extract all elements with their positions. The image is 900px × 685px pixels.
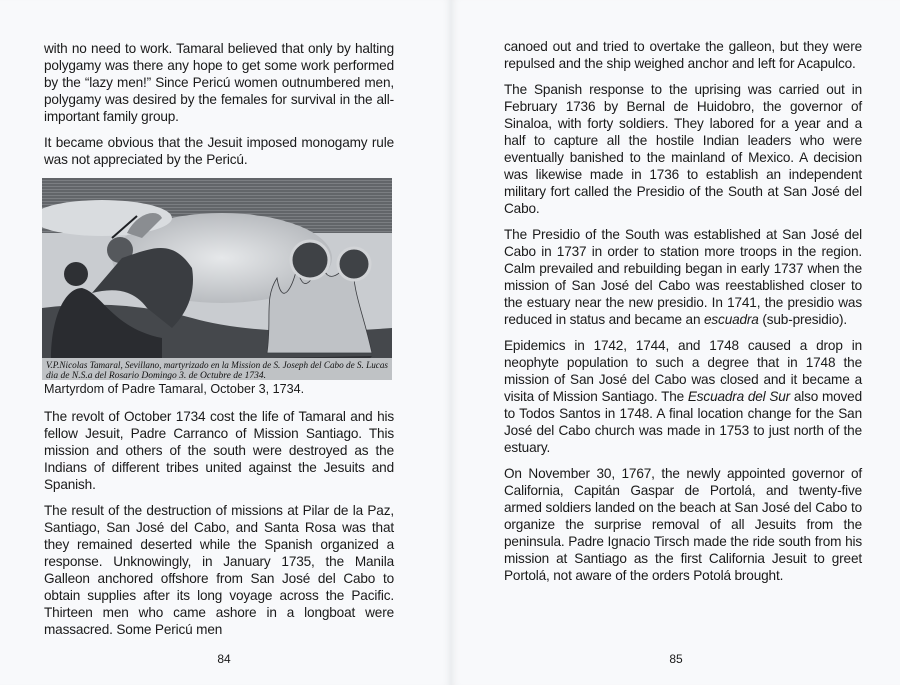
page-number: 84 (217, 652, 231, 666)
paragraph (504, 226, 862, 328)
left-text-top (44, 40, 394, 177)
italic-term: escuadra (704, 312, 759, 327)
text-run: (sub-presidio). (758, 312, 847, 327)
page-number: 85 (669, 652, 683, 666)
engraving-artwork (42, 178, 392, 380)
paragraph: with no need to work. Tamaral believed that only by halting polygamy was there any hope to get some work performed by the “lazy men!” Since Pericú women outnumbered men, polygamy was desired by the females for survival in the all-important family group. (44, 41, 394, 124)
italic-term: Escuadra del Sur (687, 389, 791, 404)
right-text (504, 38, 862, 593)
inscription-line-1: V.P.Nicolas Tamaral, Sevillano, martyrizado en la Mission de S. Joseph del Cabo de S. Lucas (46, 361, 389, 371)
inscription-line-2: dia de N.S.a del Rosario Domingo 3. de Octubre de 1734. (46, 371, 266, 380)
text-run: Epidemics in 1742, 1744, and 1748 caused a drop in neophyte population to such a degree that in 1748 the mission of San José del Cabo was closed and it became a visita of Mission Santiago. The (504, 338, 862, 404)
paragraph: It became obvious that the Jesuit imposed monogamy rule was not appreciated by the Pericú. (44, 135, 394, 167)
left-text-bottom (44, 408, 394, 647)
paragraph: canoed out and tried to overtake the galleon, but they were repulsed and the ship weighed anchor and left for Acapulco. (504, 39, 862, 71)
paragraph: On November 30, 1767, the newly appointed governor of California, Capitán Gaspar de Portolá, and twenty-five armed soldiers landed on the beach at San José del Cabo to organize the surprise removal of all Jesuits from the peninsula. Padre Ignacio Tirsch made the ride south from his mission at Santiago as the first California Jesuit to greet Portolá, not aware of the orders Potolá brought. (504, 466, 862, 583)
paragraph: The Spanish response to the uprising was carried out in February 1736 by Bernal de Huidobro, the governor of Sinaloa, with forty soldiers. They labored for a year and a half to capture all the hostile Indian leaders who were eventually banished to the mainland of Mexico. A decision was likewise made in 1736 to establish an independent military fort called the Presidio of the South at San José del Cabo. (504, 82, 862, 216)
text-run: also moved to Todos Santos in 1748. A final location change for the San José del Cabo church was made in 1753 to just north of the estuary. (504, 389, 862, 455)
text-run: The Presidio of the South was established at San José del Cabo in 1737 in order to station more troops in the region. Calm prevailed and rebuilding began in early 1737 when the mission of San José del Cabo was reestablished closer to the estuary near the new presidio. In 1741, the presidio was reduced in status and became an (504, 227, 862, 327)
paragraph: The revolt of October 1734 cost the life of Tamaral and his fellow Jesuit, Padre Carranco of Mission Santiago. This mission and others of the south were destroyed as the Indians of different tribes united against the Jesuits and Spanish. (44, 409, 394, 492)
paragraph: The result of the destruction of missions at Pilar de la Paz, Santiago, San José del Cabo, and Santa Rosa was that they remained deserted while the Spanish organized a response. Unknowingly, in January 1735, the Manila Galleon anchored offshore from San José del Cabo to obtain supplies after its long voyage across the Pacific. Thirteen men who came ashore in a longboat were massacred. Some Pericú men (44, 503, 394, 637)
right-page (450, 0, 900, 685)
engraving-illustration (42, 178, 392, 380)
paragraph (504, 337, 862, 456)
figure-caption: Martyrdom of Padre Tamaral, October 3, 1734. (44, 382, 305, 396)
